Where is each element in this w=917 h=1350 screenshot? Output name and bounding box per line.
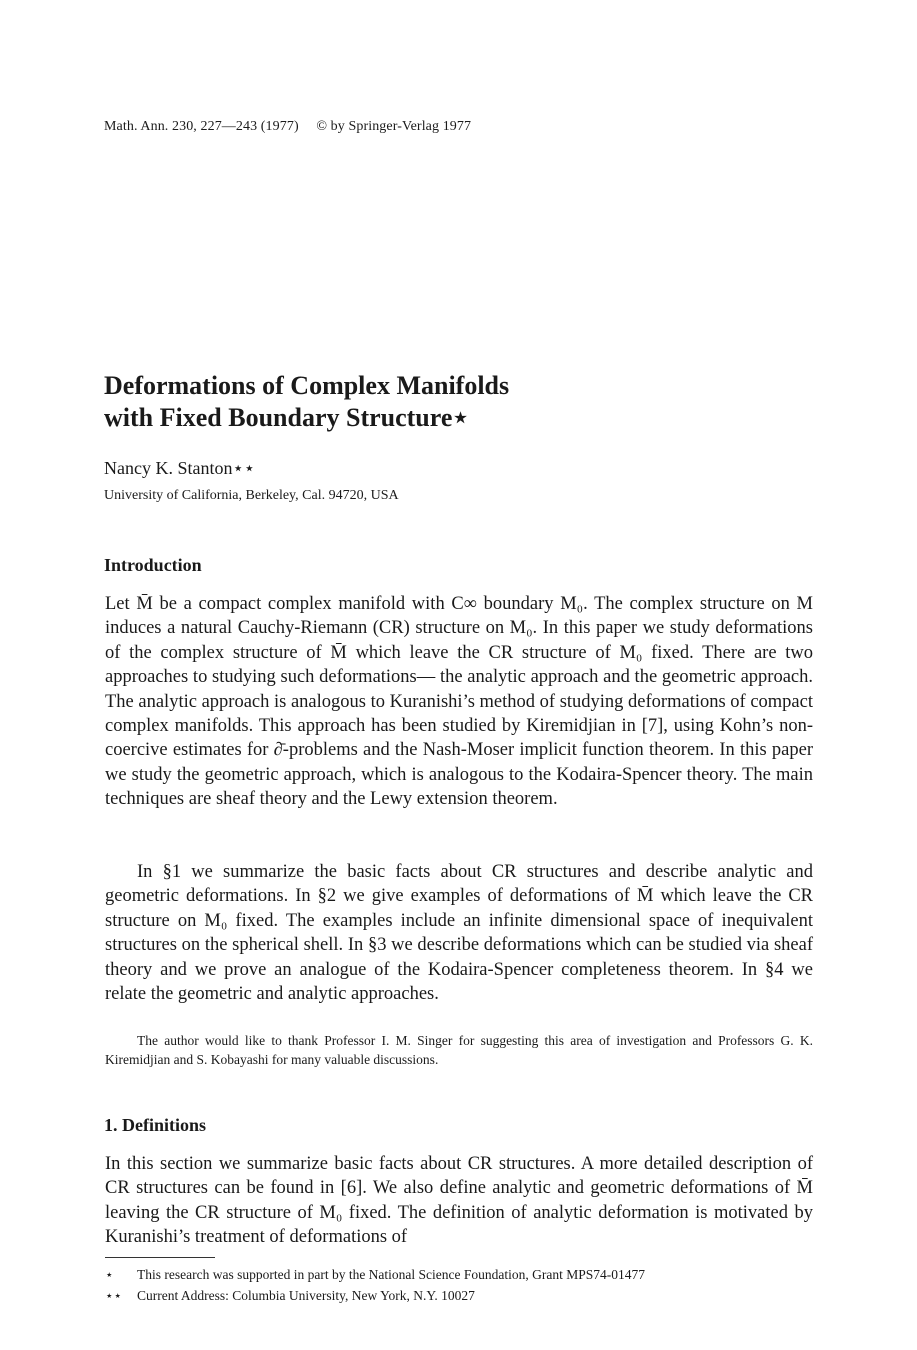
author-name: Nancy K. Stanton⋆⋆	[104, 458, 256, 478]
journal-citation-line	[104, 119, 485, 135]
footnote-text: This research was supported in part by the National Science Foundation, Grant MPS74-01477	[137, 1267, 646, 1282]
footnote-mark: ⋆	[105, 1267, 114, 1282]
footnote-mark: ⋆⋆	[105, 1288, 122, 1303]
footnote-text: Current Address: Columbia University, New York, N.Y. 10027	[137, 1288, 475, 1303]
title-line-1: Deformations of Complex Manifolds	[104, 371, 510, 400]
title-line-2: with Fixed Boundary Structure⋆	[104, 403, 469, 432]
definitions-heading: 1. Definitions	[104, 1115, 207, 1135]
introduction-heading: Introduction	[104, 555, 202, 575]
author-affiliation: University of California, Berkeley, Cal. 94720, USA	[104, 488, 399, 503]
paper-title	[104, 370, 509, 434]
footnote-1	[105, 1266, 813, 1284]
footnote-2	[105, 1287, 813, 1305]
definitions-paragraph-1: In this section we summarize basic facts about CR structures. A more detailed description of CR structures can be found in [6]. We also define analytic and geometric deformations of M̄ leaving the CR structure of M₀ fixed. The definition of analytic deformation is motivated by Kuranishi’s treatment of deformations of	[105, 1154, 813, 1248]
introduction-paragraph-2: In §1 we summarize the basic facts about CR structures and describe analytic and geometric deformations. In §2 we give examples of deformations of M̄ which leave the CR structure on M₀ fixed. The examples include an infinite dimensional space of inequivalent structures on the spherical shell. In §3 we describe deformations which can be studied via sheaf theory and we prove an analogue of the Kodaira-Spencer completeness theorem. In §4 we relate the geometric and analytic approaches.	[105, 862, 813, 1005]
citation: Math. Ann. 230, 227—243 (1977)	[104, 119, 299, 134]
acknowledgment: The author would like to thank Professor I. M. Singer for suggesting this area of investigation and Professors G. K. Kiremidjian and S. Kobayashi for many valuable discussions.	[105, 1033, 813, 1067]
introduction-paragraph-1: Let M̄ be a compact complex manifold with C∞ boundary M₀. The complex structure on M induces a natural Cauchy-Riemann (CR) structure on M₀. In this paper we study deformations of the complex structure of M̄ which leave the CR structure of M₀ fixed. There are two approaches to studying such deformations— the analytic approach and the geometric approach. The analytic approach is analogous to Kuranishi’s method of studying deformations of compact complex manifolds. This approach has been studied by Kiremidjian in [7], using Kohn’s non-coercive estimates for ∂̄-problems and the Nash-Moser implicit function theorem. In this paper we study the geometric approach, which is analogous to the Kodaira-Spencer theory. The main techniques are sheaf theory and the Lewy extension theorem.	[105, 594, 813, 810]
copyright: © by Springer-Verlag 1977	[316, 119, 472, 134]
footnote-divider	[105, 1257, 215, 1258]
